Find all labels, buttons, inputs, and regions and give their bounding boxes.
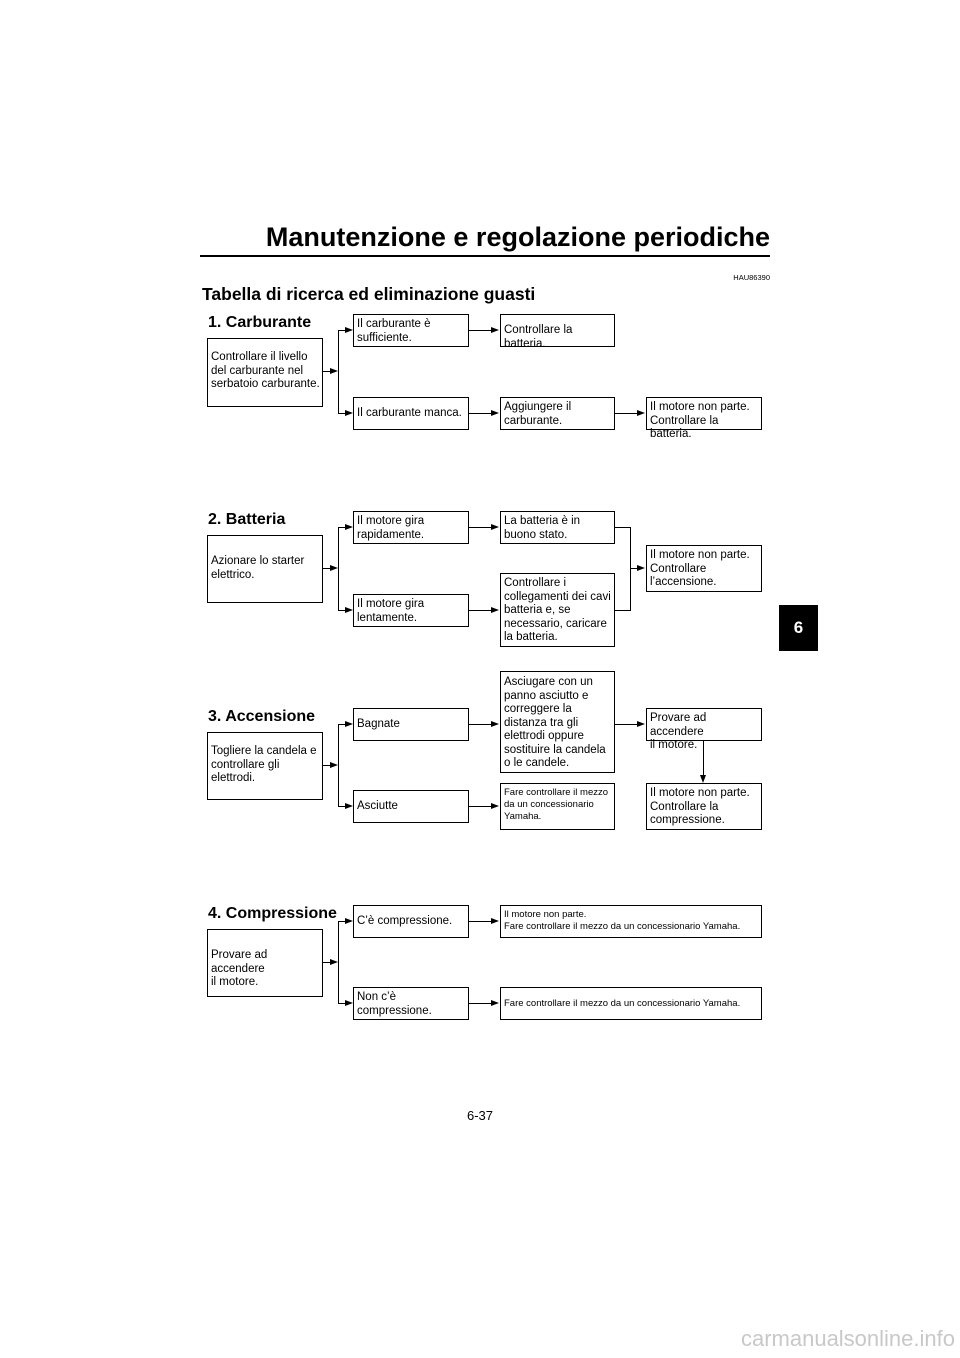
step2-start-box: Azionare lo starter elettrico.	[207, 535, 323, 603]
connector	[469, 921, 492, 922]
step4-yes-box: C’è compressione.	[353, 905, 469, 938]
arrow-right-icon	[330, 368, 338, 374]
step2-fast-box: Il motore gira rapidamente.	[353, 511, 469, 544]
connector	[469, 527, 492, 528]
step4-yes-next-box: Il motore non parte. Fare controllare il mezzo da un concessionario Yamaha.	[500, 905, 762, 938]
step3-wet-box: Bagnate	[353, 708, 469, 741]
connector	[703, 741, 704, 776]
arrow-right-icon	[330, 762, 338, 768]
arrow-right-icon	[637, 410, 645, 416]
watermark: carmanualsonline.info	[740, 1326, 955, 1351]
step3-wet-next-box: Asciugare con un panno asciutto e correggere la distanza tra gli elettrodi oppure sostituire la candela o le candele.	[500, 671, 615, 773]
step4-no-next-box: Fare controllare il mezzo da un concessionario Yamaha.	[500, 987, 762, 1020]
chapter-tab[interactable]: 6	[779, 605, 818, 651]
step1-no-result-box: Il motore non parte. Controllare la batteria.	[646, 397, 762, 430]
arrow-right-icon	[345, 327, 353, 333]
page-header-title: Manutenzione e regolazione periodiche	[265, 222, 770, 252]
step3-dry-box: Asciutte	[353, 790, 469, 823]
step3-start-box: Togliere la candela e controllare gli elettrodi.	[207, 732, 323, 800]
step1-no-box: Il carburante manca.	[353, 397, 469, 430]
connector	[338, 921, 339, 1004]
arrow-right-icon	[491, 524, 499, 530]
arrow-right-icon	[345, 1000, 353, 1006]
connector	[469, 806, 492, 807]
arrow-right-icon	[345, 918, 353, 924]
arrow-right-icon	[330, 565, 338, 571]
connector	[469, 724, 492, 725]
arrow-right-icon	[491, 1000, 499, 1006]
step1-start-box: Controllare il livello del carburante nel serbatoio carburante.	[207, 338, 323, 407]
connector	[630, 527, 631, 611]
arrow-right-icon	[345, 410, 353, 416]
arrow-right-icon	[491, 918, 499, 924]
section-code: HAU86390	[733, 273, 770, 282]
arrow-right-icon	[491, 721, 499, 727]
arrow-right-icon	[637, 721, 645, 727]
connector	[615, 413, 638, 414]
connector	[615, 527, 630, 528]
arrow-right-icon	[330, 959, 338, 965]
step4-no-box: Non c’è compressione.	[353, 987, 469, 1020]
connector	[338, 724, 339, 807]
connector	[469, 610, 492, 611]
arrow-right-icon	[345, 607, 353, 613]
arrow-right-icon	[491, 410, 499, 416]
step2-fast-next-box: La batteria è in buono stato.	[500, 511, 615, 544]
header-rule	[200, 255, 770, 257]
connector	[469, 413, 492, 414]
step3-result-box: Il motore non parte. Controllare la compressione.	[646, 783, 762, 830]
arrow-right-icon	[345, 803, 353, 809]
arrow-right-icon	[491, 803, 499, 809]
connector	[469, 330, 492, 331]
connector	[615, 724, 638, 725]
step1-yes-next-box: Controllare la batteria.	[500, 314, 615, 347]
step4-start-box: Provare ad accendere il motore.	[207, 929, 323, 997]
connector	[338, 527, 339, 610]
step1-title: 1. Carburante	[208, 314, 312, 331]
step2-result-box: Il motore non parte. Controllare l’accensione.	[646, 545, 762, 592]
arrow-right-icon	[637, 565, 645, 571]
connector	[338, 330, 339, 413]
connector	[615, 610, 630, 611]
step1-no-next-box: Aggiungere il carburante.	[500, 397, 615, 430]
section-title: Tabella di ricerca ed eliminazione guasti	[202, 284, 536, 304]
step4-title: 4. Compressione	[208, 905, 337, 922]
step3-wet-try-box: Provare ad accendere il motore.	[646, 708, 762, 741]
arrow-right-icon	[345, 524, 353, 530]
step2-slow-box: Il motore gira lentamente.	[353, 594, 469, 627]
arrow-down-icon	[700, 775, 706, 783]
page-number: 6-37	[466, 1108, 494, 1123]
step1-yes-box: Il carburante è sufficiente.	[353, 314, 469, 347]
step2-slow-next-box: Controllare i collegamenti dei cavi batteria e, se necessario, caricare la batteria.	[500, 573, 615, 647]
step2-title: 2. Batteria	[208, 511, 286, 528]
arrow-right-icon	[345, 721, 353, 727]
step3-dry-next-box: Fare controllare il mezzo da un concessionario Yamaha.	[500, 783, 615, 830]
arrow-right-icon	[491, 607, 499, 613]
step3-title: 3. Accensione	[208, 708, 316, 725]
arrow-right-icon	[491, 327, 499, 333]
connector	[469, 1003, 492, 1004]
